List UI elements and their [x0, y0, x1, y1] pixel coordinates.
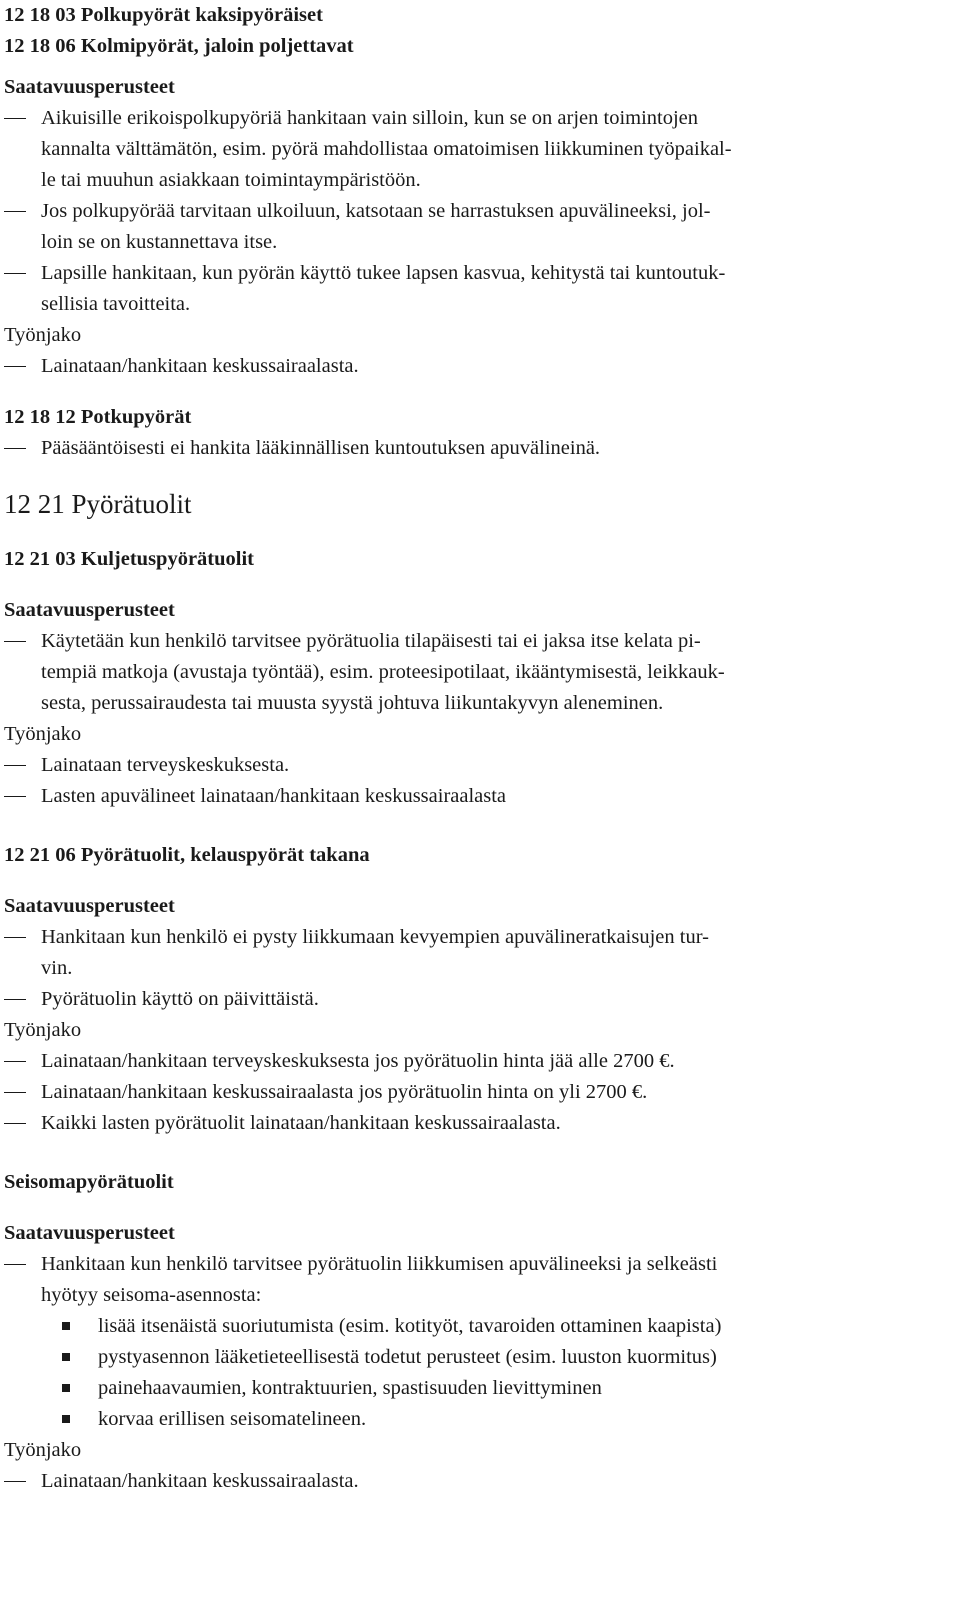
list-item: Lapsille hankitaan, kun pyörän käyttö tukee lapsen kasvua, kehitystä tai kuntoutuk- sellisia tavoitteita. [4, 258, 956, 320]
list-item: Lainataan/hankitaan keskussairaalasta jos pyörätuolin hinta on yli 2700 €. [4, 1077, 956, 1108]
square-bullet [62, 1415, 70, 1423]
list-item: Lainataan/hankitaan keskussairaalasta. [4, 1466, 956, 1497]
section-title-pyoratuolit-kelauspyorat: 12 21 06 Pyörätuolit, kelauspyörät takana [4, 844, 370, 866]
list-item: Lainataan/hankitaan terveyskeskuksesta jos pyörätuolin hinta jää alle 2700 €. [4, 1046, 956, 1077]
subheading-tyonjako: Työnjako [4, 1439, 82, 1461]
dash-bullet [4, 118, 26, 119]
dash-bullet [4, 999, 26, 1000]
sub-list-item: painehaavaumien, kontraktuurien, spastisuuden lievittyminen [4, 1373, 956, 1404]
dash-bullet [4, 641, 26, 642]
section-title-potkupyorat: 12 18 12 Potkupyörät [4, 406, 192, 428]
list-item: Pyörätuolin käyttö on päivittäistä. [4, 984, 956, 1015]
dash-bullet [4, 366, 26, 367]
list-item: Pääsääntöisesti ei hankita lääkinnällisen kuntoutuksen apuvälineinä. [4, 433, 956, 464]
subheading-saatavuusperusteet: Saatavuusperusteet [4, 76, 175, 98]
dash-bullet [4, 448, 26, 449]
list-item: Käytetään kun henkilö tarvitsee pyörätuolia tilapäisesti tai ei jaksa itse kelata pi- tempiä matkoja (avustaja työntää), esim. proteesipotilaat, ikääntymisestä, leikkauk- sesta, perussairaudesta tai muusta syystä johtuva liikuntakyvyn aleneminen. [4, 626, 956, 719]
sub-list-item: korvaa erillisen seisomatelineen. [4, 1404, 956, 1435]
subheading-saatavuusperusteet: Saatavuusperusteet [4, 1222, 175, 1244]
dash-bullet [4, 937, 26, 938]
list-item: Lainataan/hankitaan keskussairaalasta. [4, 351, 956, 382]
sub-list-item: lisää itsenäistä suoriutumista (esim. kotityöt, tavaroiden ottaminen kaapista) [4, 1311, 956, 1342]
square-bullet [62, 1353, 70, 1361]
section-title-seisomapyoratuolit: Seisomapyörätuolit [4, 1171, 174, 1193]
subheading-tyonjako: Työnjako [4, 324, 82, 346]
subheading-tyonjako: Työnjako [4, 1019, 82, 1041]
dash-bullet [4, 273, 26, 274]
section-title-kolmipyorat: 12 18 06 Kolmipyörät, jaloin poljettavat [4, 35, 354, 57]
list-item: Kaikki lasten pyörätuolit lainataan/hankitaan keskussairaalasta. [4, 1108, 956, 1139]
list-item: Jos polkupyörää tarvitaan ulkoiluun, katsotaan se harrastuksen apuvälineeksi, jol- loin se on kustannettava itse. [4, 196, 956, 258]
section-title-kuljetuspyoratuolit: 12 21 03 Kuljetuspyörätuolit [4, 548, 254, 570]
heading-pyoratuolit: 12 21 Pyörätuolit [4, 489, 192, 519]
dash-bullet [4, 796, 26, 797]
dash-bullet [4, 1481, 26, 1482]
dash-bullet [4, 211, 26, 212]
sub-list-item: pystyasennon lääketieteellisestä todetut perusteet (esim. luuston kuormitus) [4, 1342, 956, 1373]
list-item: Lainataan terveyskeskuksesta. [4, 750, 956, 781]
dash-bullet [4, 765, 26, 766]
dash-bullet [4, 1264, 26, 1265]
list-item: Hankitaan kun henkilö tarvitsee pyörätuolin liikkumisen apuvälineeksi ja selkeästi hyötyy seisoma-asennosta: [4, 1249, 956, 1311]
section-title-polkupyorat: 12 18 03 Polkupyörät kaksipyöräiset [4, 4, 323, 26]
dash-bullet [4, 1123, 26, 1124]
subheading-saatavuusperusteet: Saatavuusperusteet [4, 599, 175, 621]
square-bullet [62, 1384, 70, 1392]
list-item: Aikuisille erikoispolkupyöriä hankitaan vain silloin, kun se on arjen toimintojen kannalta välttämätön, esim. pyörä mahdollistaa omatoimisen liikkuminen työpaikal- le tai muuhun asiakkaan toimintaympäristöön. [4, 103, 956, 196]
subheading-saatavuusperusteet: Saatavuusperusteet [4, 895, 175, 917]
dash-bullet [4, 1092, 26, 1093]
subheading-tyonjako: Työnjako [4, 723, 82, 745]
square-bullet [62, 1322, 70, 1330]
dash-bullet [4, 1061, 26, 1062]
list-item: Hankitaan kun henkilö ei pysty liikkumaan kevyempien apuvälineratkaisujen tur- vin. [4, 922, 956, 984]
list-item: Lasten apuvälineet lainataan/hankitaan keskussairaalasta [4, 781, 956, 812]
